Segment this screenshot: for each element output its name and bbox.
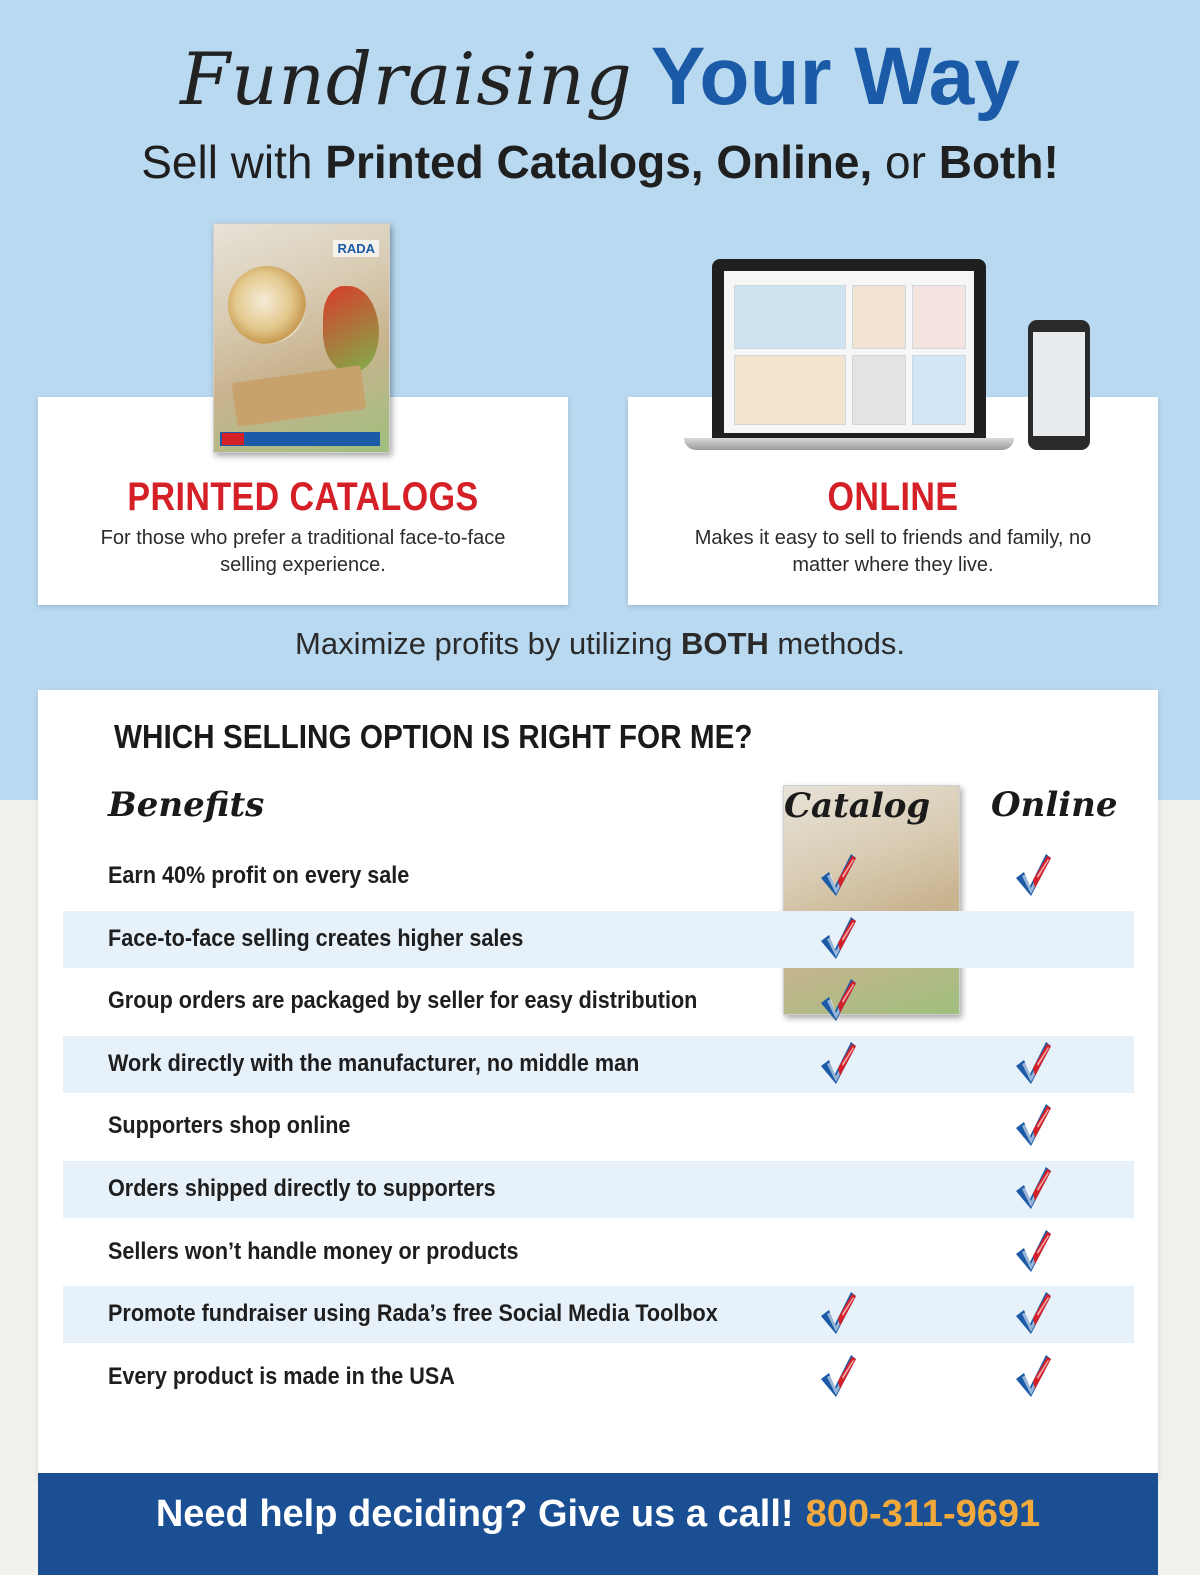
column-header-online: Online bbox=[991, 785, 1118, 825]
laptop-base bbox=[684, 438, 1014, 450]
benefit-label: Face-to-face selling creates higher sales bbox=[108, 924, 524, 952]
vegetable-illustration bbox=[323, 286, 379, 372]
column-header-benefits: Benefits bbox=[108, 785, 265, 825]
benefit-label: Supporters shop online bbox=[108, 1112, 351, 1140]
check-mark-icon bbox=[818, 975, 858, 1025]
subtitle-bold-1: Printed Catalogs, Online, bbox=[325, 136, 873, 188]
page-title bbox=[0, 30, 1200, 124]
check-mark-icon bbox=[1013, 1288, 1053, 1338]
check-mark-icon bbox=[818, 1288, 858, 1338]
check-mark-icon bbox=[1013, 1100, 1053, 1150]
table-row bbox=[63, 1349, 1134, 1406]
smartphone-screen bbox=[1033, 332, 1085, 436]
table-row bbox=[63, 1036, 1134, 1093]
column-header-catalog: Catalog bbox=[783, 785, 960, 1015]
catalog-cover-image bbox=[213, 223, 390, 453]
benefit-label: Work directly with the manufacturer, no middle man bbox=[108, 1049, 640, 1077]
table-row bbox=[63, 911, 1134, 968]
benefit-label: Sellers won’t handle money or products bbox=[108, 1237, 519, 1265]
subtitle-plain-1: Sell with bbox=[141, 136, 313, 188]
check-mark-icon bbox=[1013, 1038, 1053, 1088]
benefit-label: Promote fundraiser using Rada’s free Social Media Toolbox bbox=[108, 1300, 718, 1328]
title-bold: Your Way bbox=[650, 31, 1020, 122]
maximize-after: methods. bbox=[777, 626, 905, 661]
smartphone-icon bbox=[1028, 320, 1090, 450]
check-mark-icon bbox=[1013, 1351, 1053, 1401]
maximize-tagline bbox=[0, 626, 1200, 662]
card-description: For those who prefer a traditional face-to-face selling experience. bbox=[100, 527, 506, 576]
table-row bbox=[63, 1161, 1134, 1218]
footer-text bbox=[38, 1493, 1158, 1536]
subtitle-plain-2: or bbox=[885, 136, 926, 188]
food-plate-illustration bbox=[228, 266, 306, 344]
subtitle-bold-2: Both! bbox=[938, 136, 1059, 188]
page-subtitle bbox=[0, 135, 1200, 189]
check-mark-icon bbox=[818, 1038, 858, 1088]
table-row bbox=[63, 848, 1134, 905]
check-mark-icon bbox=[1013, 850, 1053, 900]
table-row bbox=[63, 1098, 1134, 1155]
check-mark-icon bbox=[818, 1351, 858, 1401]
check-mark-icon bbox=[818, 913, 858, 963]
benefit-label: Group orders are packaged by seller for easy distribution bbox=[108, 987, 698, 1015]
catalog-footer-tag bbox=[222, 433, 244, 445]
card-title: ONLINE bbox=[827, 475, 959, 519]
laptop-display bbox=[724, 271, 974, 433]
comparison-panel bbox=[38, 690, 1158, 1480]
maximize-before: Maximize profits by utilizing bbox=[295, 626, 673, 661]
title-script: Fundraising bbox=[180, 37, 633, 121]
card-title: PRINTED CATALOGS bbox=[127, 475, 479, 519]
laptop-icon bbox=[712, 259, 986, 439]
benefit-label: Every product is made in the USA bbox=[108, 1362, 455, 1390]
footer-banner bbox=[38, 1473, 1158, 1575]
maximize-bold: BOTH bbox=[680, 626, 769, 661]
check-mark-icon bbox=[818, 850, 858, 900]
table-row bbox=[63, 1224, 1134, 1281]
card-description: Makes it easy to sell to friends and family, no matter where they live. bbox=[694, 527, 1092, 576]
comparison-title: WHICH SELLING OPTION IS RIGHT FOR ME? bbox=[114, 718, 753, 755]
check-mark-icon bbox=[1013, 1163, 1053, 1213]
benefit-label: Earn 40% profit on every sale bbox=[108, 862, 410, 889]
catalog-brand-logo: RADA bbox=[333, 240, 379, 257]
footer-call-to-action: Need help deciding? Give us a call! bbox=[155, 1493, 794, 1535]
table-row bbox=[63, 973, 1134, 1030]
catalog-footer-strip bbox=[220, 432, 380, 446]
phone-number[interactable]: 800-311-9691 bbox=[805, 1493, 1041, 1535]
table-row bbox=[63, 1286, 1134, 1343]
check-mark-icon bbox=[1013, 1226, 1053, 1276]
cutting-board-illustration bbox=[232, 365, 367, 427]
benefit-label: Orders shipped directly to supporters bbox=[108, 1175, 496, 1202]
